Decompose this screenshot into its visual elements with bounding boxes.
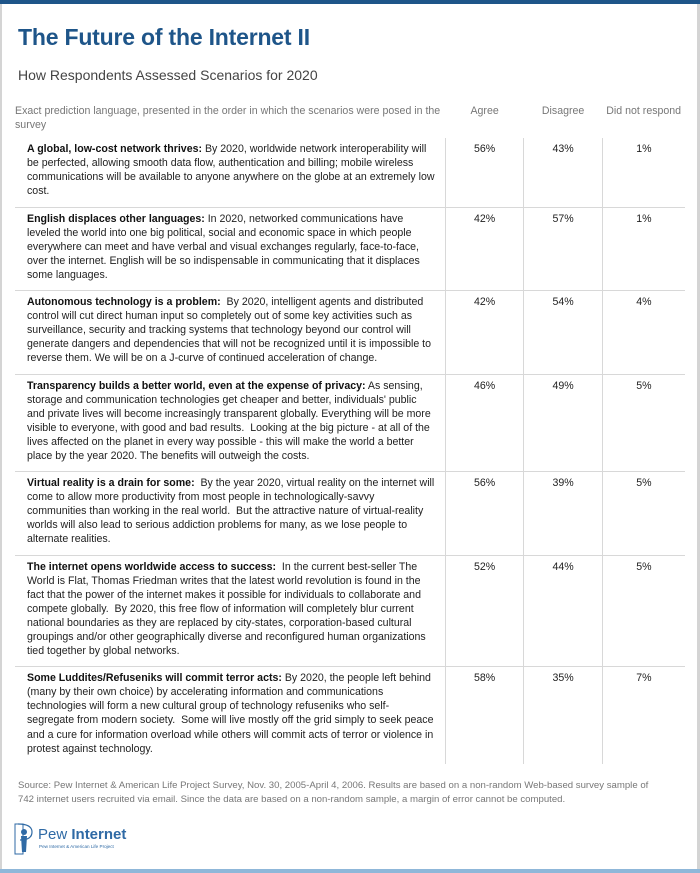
scenario-heading: Transparency builds a better world, even at the expense of privacy: — [27, 379, 366, 392]
scenario-text: By 2020, worldwide network interoperability will be perfected, allowing smooth data flow, authentication and billing; mobile wireless communications will be available to anyone anywhere on the globe at an extremely low cost. — [27, 143, 438, 198]
logo-wordmark — [38, 826, 126, 843]
top-accent-bar — [0, 0, 700, 4]
scenario-cell — [15, 138, 445, 207]
table-row — [15, 472, 685, 555]
agree-value: 42% — [445, 207, 524, 290]
scenario-heading: A global, low-cost network thrives: — [27, 143, 203, 156]
scenario-heading: Some Luddites/Refuseniks will commit terror acts: — [27, 672, 282, 685]
agree-value: 56% — [445, 472, 524, 555]
agree-value: 46% — [445, 374, 524, 472]
scenario-heading: Autonomous technology is a problem: — [27, 296, 221, 309]
table-row — [15, 374, 685, 472]
page-subtitle: How Respondents Assessed Scenarios for 2020 — [18, 67, 318, 83]
scenario-text: By 2020, the people left behind (many by their own choice) by accelerating information and communications technologies will form a new cultural group of technology refuseniks who self-segregate from modern society. Some will live mostly off the grid simply to seek peace and a cure for information overload while others will commit acts of terror or violence in protest against technology. — [27, 672, 437, 755]
logo-tagline: Pew Internet & American Life Project — [39, 844, 114, 849]
scenario-cell — [15, 555, 445, 667]
disagree-value: 57% — [524, 207, 603, 290]
scenario-cell — [15, 667, 445, 764]
scenario-text: By 2020, intelligent agents and distributed control will cut direct human input so completely out of some key activities such as surveillance, security and tracking systems that technology beyond our control will generate dangers and dependencies that will not be recognized until it is impossible to reverse them. We will be on a J-curve of continued acceleration of change. — [27, 296, 434, 365]
bottom-accent-bar — [0, 869, 700, 873]
scenario-text: By the year 2020, virtual reality on the internet will come to allow more productivity from most people in technologically-savvy communities than working in the real world. But the attractive nature of virtual-reality worlds will also lead to serious addiction problems for many, as we lose people to alternate realities. — [27, 477, 438, 546]
agree-value: 56% — [445, 138, 524, 207]
scenario-heading: Virtual reality is a drain for some: — [27, 477, 195, 490]
scenario-cell — [15, 374, 445, 472]
logo-word-internet: Internet — [71, 826, 127, 843]
disagree-value: 54% — [524, 291, 603, 374]
scenario-cell — [15, 472, 445, 555]
agree-value: 52% — [445, 555, 524, 667]
scenario-text: In 2020, networked communications have leveled the world into one big political, social and economic space in which people everywhere can meet and have verbal and visual exchanges regularly, face-to-face, over the internet. English will be so indispensable in communicating that it displaces some languages. — [27, 212, 423, 281]
table-row — [15, 291, 685, 374]
table-row — [15, 555, 685, 667]
disagree-value: 35% — [524, 667, 603, 764]
column-header-did-not-respond: Did not respond — [606, 105, 682, 117]
disagree-value: 49% — [524, 374, 603, 472]
disagree-value: 43% — [524, 138, 603, 207]
scenario-text: In the current best-seller The World is Flat, Thomas Friedman writes that the latest world revolution is found in the fact that the power of the internet makes it possible for individuals to collaborate and compete globally. By 2020, this free flow of information will completely blur current national boundaries as they are replaced by city-states, corporation-based cultural groupings and/or other geographically diverse and reconfigured human organizations tied together by global networks. — [27, 560, 429, 658]
table-header-row — [15, 104, 685, 138]
did-not-respond-value: 5% — [602, 555, 685, 667]
column-header-scenario: Exact prediction language, presented in the order in which the scenarios were posed in the survey — [15, 105, 441, 132]
table-row — [15, 207, 685, 290]
did-not-respond-value: 1% — [602, 138, 685, 207]
table-row — [15, 667, 685, 764]
scenario-text: As sensing, storage and communication technologies get cheaper and better, individuals' public and private lives will become increasingly transparent globally. Everything will be more visible to everyone, with good and bad results. Looking at the big picture - at all of the lives affected on the planet in every way possible - this will make the world a better place by the year 2020. The benefits will outweigh the costs. — [27, 379, 434, 462]
page-title: The Future of the Internet II — [18, 24, 310, 50]
column-header-disagree: Disagree — [541, 105, 585, 117]
scenario-heading: English displaces other languages: — [27, 212, 205, 225]
did-not-respond-value: 5% — [602, 374, 685, 472]
agree-value: 58% — [445, 667, 524, 764]
logo-word-pew: Pew — [38, 826, 68, 843]
pew-logo-icon — [14, 822, 34, 856]
scenario-cell — [15, 207, 445, 290]
scenario-heading: The internet opens worldwide access to success: — [27, 560, 277, 573]
disagree-value: 39% — [524, 472, 603, 555]
did-not-respond-value: 4% — [602, 291, 685, 374]
did-not-respond-value: 7% — [602, 667, 685, 764]
did-not-respond-value: 1% — [602, 207, 685, 290]
source-note: Source: Pew Internet & American Life Project Survey, Nov. 30, 2005-April 4, 2006. Results are based on a non-random Web-based survey sample of 742 internet users recruited via email. Since the data are based on a non-random sample, a margin of error cannot be computed. — [18, 780, 649, 805]
agree-value: 42% — [445, 291, 524, 374]
did-not-respond-value: 5% — [602, 472, 685, 555]
table-row — [15, 138, 685, 207]
pew-internet-logo — [14, 822, 144, 856]
scenarios-table — [15, 104, 685, 764]
column-header-agree: Agree — [470, 105, 499, 117]
disagree-value: 44% — [524, 555, 603, 667]
scenario-cell — [15, 291, 445, 374]
